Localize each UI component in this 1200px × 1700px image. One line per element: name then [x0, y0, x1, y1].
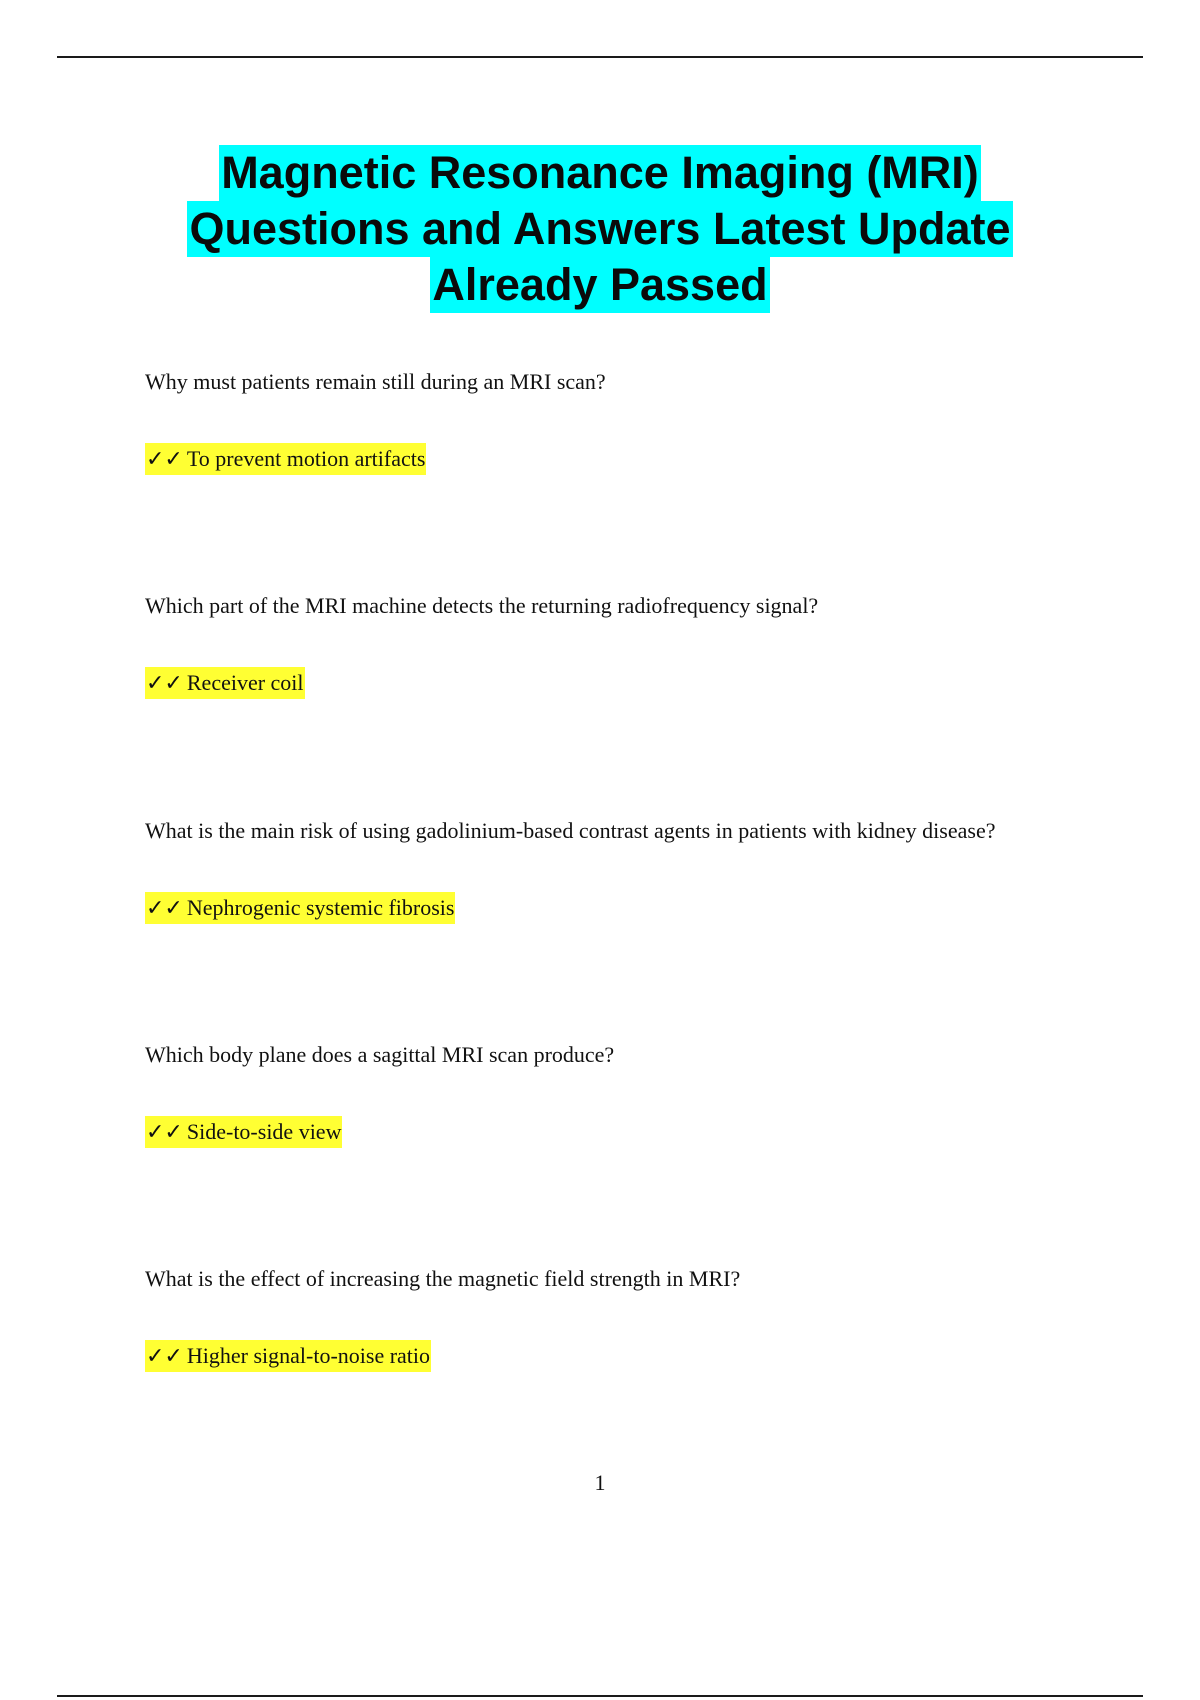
question-text: Which body plane does a sagittal MRI scan produce?: [145, 1042, 615, 1067]
answer-highlight: [145, 443, 426, 475]
double-check-icon: ✓✓: [146, 447, 183, 472]
question-text: What is the effect of increasing the magnetic field strength in MRI?: [145, 1266, 741, 1291]
header-rule: [57, 56, 1143, 58]
answer-highlight: [145, 892, 455, 924]
qa-item: [145, 1265, 1145, 1372]
question-text: What is the main risk of using gadolinium-based contrast agents in patients with kidney disease?: [145, 818, 996, 843]
answer-highlight: [145, 667, 305, 699]
answer-text: Nephrogenic systemic fibrosis: [186, 895, 455, 920]
answer-highlight: [145, 1116, 342, 1148]
double-check-icon: ✓✓: [146, 1120, 183, 1145]
double-check-icon: ✓✓: [146, 896, 183, 921]
qa-item: [145, 592, 1145, 699]
answer-text: Higher signal-to-noise ratio: [186, 1343, 431, 1368]
answer-text: To prevent motion artifacts: [186, 446, 426, 471]
document-title: [0, 145, 1200, 313]
question-text: Which part of the MRI machine detects the returning radiofrequency signal?: [145, 593, 819, 618]
answer-highlight: [145, 1340, 431, 1372]
answer-text: Receiver coil: [186, 670, 304, 695]
qa-item: [145, 1041, 1145, 1148]
qa-item: [145, 817, 1145, 924]
double-check-icon: ✓✓: [146, 1344, 183, 1369]
title-line-3: Already Passed: [430, 257, 769, 313]
question-text: Why must patients remain still during an MRI scan?: [145, 369, 606, 394]
page-number: 1: [594, 1470, 606, 1495]
title-line-1: Magnetic Resonance Imaging (MRI): [219, 145, 981, 201]
qa-item: [145, 368, 1145, 475]
title-line-2: Questions and Answers Latest Update: [187, 201, 1012, 257]
answer-text: Side-to-side view: [186, 1119, 342, 1144]
double-check-icon: ✓✓: [146, 671, 183, 696]
footer-rule: [57, 1695, 1143, 1697]
